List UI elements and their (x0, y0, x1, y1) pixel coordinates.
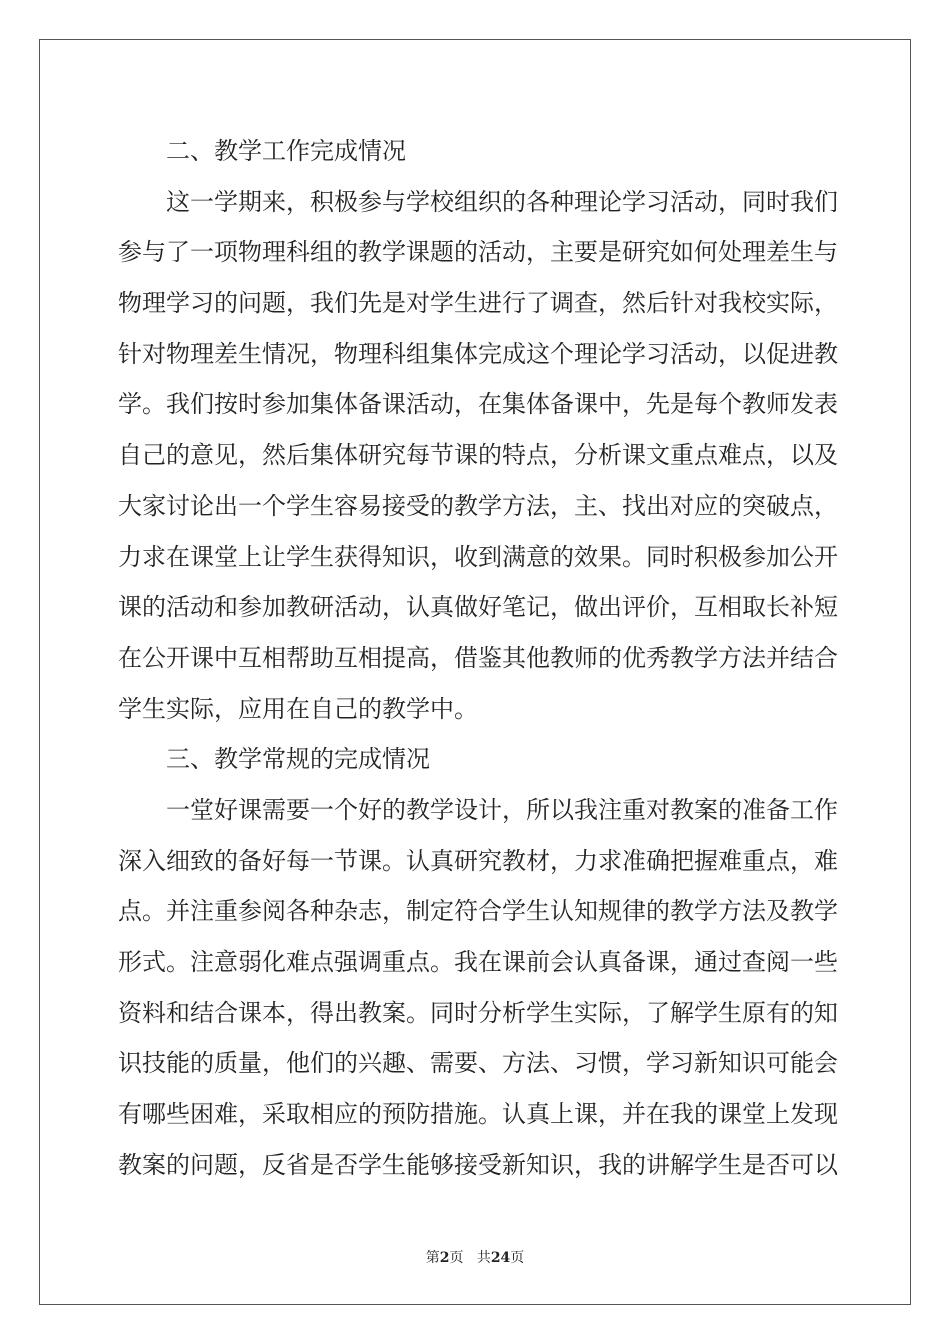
section-heading-teaching-work: 二、教学工作完成情况 (166, 137, 406, 165)
document-body (118, 126, 838, 1190)
paragraph-line: 物 理 学 习 的 问 题 ， 我 们 先 是 对 学 生 进 行 了 调 查 ， 然 后 针 对 我 校 实 际 ， (118, 289, 838, 318)
paragraph-line: 点 。 并 注 重 参 阅 各 种 杂 志 ， 制 定 符 合 学 生 认 知 规 律 的 教 学 方 法 及 教 学 (118, 897, 838, 926)
paragraph-line: 识 技 能 的 质 量 ， 他 们 的 兴 趣 、 需 要 、 方 法 、 习 惯 ， 学 习 新 知 识 可 能 会 (118, 1049, 838, 1078)
paragraph-line: 力 求 在 课 堂 上 让 学 生 获 得 知 识 ， 收 到 满 意 的 效 果 。 同 时 积 极 参 加 公 开 (118, 542, 838, 571)
paragraph-line: 学 。 我 们 按 时 参 加 集 体 备 课 活 动 ， 在 集 体 备 课 中 ， 先 是 每 个 教 师 发 表 (118, 390, 838, 419)
total-prefix: 共 (476, 1250, 491, 1266)
paragraph-line: 自 己 的 意 见 ， 然 后 集 体 研 究 每 节 课 的 特 点 ， 分 析 课 文 重 点 难 点 ， 以 及 (118, 441, 838, 470)
paragraph-line: 这 一 学 期 来 ， 积 极 参 与 学 校 组 织 的 各 种 理 论 学 习 活 动 ， 同 时 我 们 (166, 187, 838, 216)
page-footer (0, 1247, 950, 1267)
paragraph-line: 形 式 。 注 意 弱 化 难 点 强 调 重 点 。 我 在 课 前 会 认 真 备 课 ， 通 过 查 阅 一 些 (118, 948, 838, 976)
paragraph-line: 学生实际，应用在自己的教学中。 (118, 694, 478, 723)
total-suffix: 页 (510, 1250, 525, 1266)
paragraph-line: 教 案 的 问 题 ， 反 省 是 否 学 生 能 够 接 受 新 知 识 ， 我 的 讲 解 学 生 是 否 可 以 (118, 1150, 838, 1179)
page-number: 2 (439, 1250, 450, 1266)
total-pages: 24 (490, 1250, 511, 1266)
paragraph-line: 深 入 细 致 的 备 好 每 一 节 课 。 认 真 研 究 教 材 ， 力 求 准 确 把 握 难 重 点 ， 难 (118, 846, 838, 875)
paragraph-line: 课 的 活 动 和 参 加 教 研 活 动 ， 认 真 做 好 笔 记 ， 做 出 评 价 ， 互 相 取 长 补 短 (118, 593, 838, 622)
paragraph-line: 大 家 讨 论 出 一 个 学 生 容 易 接 受 的 教 学 方 法 ， 主 、 找 出 对 应 的 突 破 点 ， (118, 491, 838, 520)
paragraph-line: 参 与 了 一 项 物 理 科 组 的 教 学 课 题 的 活 动 ， 主 要 是 研 究 如 何 处 理 差 生 与 (118, 238, 838, 267)
section-heading-teaching-routine: 三、教学常规的完成情况 (166, 745, 430, 774)
page-prefix: 第 (425, 1250, 440, 1266)
paragraph-line: 针 对 物 理 差 生 情 况 ， 物 理 科 组 集 体 完 成 这 个 理 论 学 习 活 动 ， 以 促 进 教 (118, 339, 838, 368)
page-suffix: 页 (449, 1250, 464, 1266)
paragraph-line: 资 料 和 结 合 课 本 ， 得 出 教 案 。 同 时 分 析 学 生 实 际 ， 了 解 学 生 原 有 的 知 (118, 998, 838, 1027)
paragraph-line: 一 堂 好 课 需 要 一 个 好 的 教 学 设 计 ， 所 以 我 注 重 对 教 案 的 准 备 工 作 (166, 795, 838, 824)
paragraph-line: 有 哪 些 困 难 ， 采 取 相 应 的 预 防 措 施 。 认 真 上 课 ， 并 在 我 的 课 堂 上 发 现 (118, 1100, 838, 1129)
paragraph-line: 在 公 开 课 中 互 相 帮 助 互 相 提 高 ， 借 鉴 其 他 教 师 的 优 秀 教 学 方 法 并 结 合 (118, 643, 838, 672)
